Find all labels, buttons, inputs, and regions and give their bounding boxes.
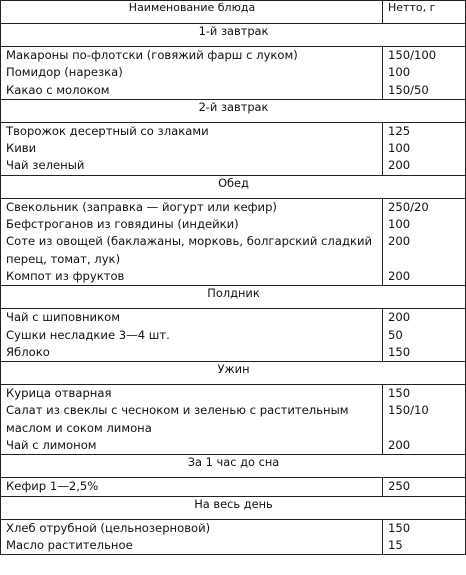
meal-items-row: [1, 47, 466, 100]
net-weight-cell: [383, 385, 466, 455]
dish-name: Какао с молоком: [6, 82, 110, 97]
meal-items-row: [1, 122, 466, 175]
net-weight-value: 15: [388, 537, 403, 552]
net-weight-value: 250/20: [388, 199, 429, 214]
meal-items-row: [1, 198, 466, 285]
meal-section-title: За 1 час до сна: [1, 455, 466, 478]
dish-name: Свекольник (заправка — йогурт или кефир): [6, 199, 277, 214]
dish-name: перец, томат, лук): [6, 251, 121, 266]
dish-name: Бефстроганов из говядины (индейки): [6, 217, 239, 232]
net-weight-value: 150/100: [388, 48, 437, 62]
dish-name: Масло растительное: [6, 537, 133, 552]
meal-section-title: На весь день: [1, 496, 466, 519]
net-weight-cell: [383, 198, 466, 285]
net-weight-cell: [383, 478, 466, 496]
dish-name-cell: [1, 47, 383, 100]
dish-name-cell: [1, 519, 383, 555]
net-weight-value: [388, 251, 461, 268]
meal-section-row: [1, 24, 466, 47]
meal-items-row: [1, 478, 466, 496]
net-weight-value: 200: [388, 268, 411, 283]
dish-name: Курица отварная: [6, 386, 112, 401]
dish-name: Творожок десертный со злаками: [6, 123, 209, 138]
net-weight-value: 200: [388, 158, 411, 173]
net-weight-value: 50: [388, 327, 403, 342]
net-weight-value: 250: [388, 479, 411, 494]
net-weight-value: [388, 420, 461, 437]
meal-section-row: [1, 455, 466, 478]
dish-name-cell: [1, 385, 383, 455]
dish-name: Чай зеленый: [6, 158, 85, 173]
net-weight-value: 150: [388, 344, 411, 359]
net-weight-cell: [383, 122, 466, 175]
dish-name: Кефир 1—2,5%: [6, 479, 99, 494]
column-header-dish-name: Наименование блюда: [1, 1, 383, 24]
net-weight-value: 125: [388, 123, 411, 138]
net-weight-value: 150: [388, 520, 411, 535]
meal-items-row: [1, 385, 466, 455]
meal-items-row: [1, 519, 466, 555]
dish-name: Соте из овощей (баклажаны, морковь, болгарский сладкий: [6, 234, 373, 249]
dish-name: Чай с шиповником: [6, 310, 120, 325]
meal-items-row: [1, 309, 466, 362]
net-weight-value: 200: [388, 438, 411, 453]
meal-section-row: [1, 362, 466, 385]
column-header-net-weight: Нетто, г: [383, 1, 466, 24]
net-weight-value: 150/50: [388, 82, 429, 97]
dish-name: Салат из свеклы с чесноком и зеленью с растительным: [6, 403, 349, 418]
net-weight-value: 100: [388, 65, 411, 80]
meal-section-title: 1-й завтрак: [1, 24, 466, 47]
net-weight-value: 150/10: [388, 403, 429, 418]
net-weight-value: 200: [388, 310, 411, 325]
dish-name: Компот из фруктов: [6, 268, 125, 283]
net-weight-value: 100: [388, 141, 411, 156]
dish-name: маслом и соком лимона: [6, 420, 152, 435]
net-weight-value: 200: [388, 234, 411, 249]
meal-section-title: Полдник: [1, 286, 466, 309]
dish-name-cell: [1, 122, 383, 175]
meal-section-title: Обед: [1, 175, 466, 198]
dish-name: Сушки несладкие 3—4 шт.: [6, 327, 170, 342]
dish-name: Чай с лимоном: [6, 438, 97, 453]
dish-name: Киви: [6, 141, 37, 156]
net-weight-value: 150: [388, 386, 411, 401]
meal-section-row: [1, 99, 466, 122]
net-weight-cell: [383, 47, 466, 100]
dish-name: Помидор (нарезка): [6, 65, 123, 80]
meal-section-title: Ужин: [1, 362, 466, 385]
net-weight-value: 100: [388, 217, 411, 232]
dish-name-cell: [1, 478, 383, 496]
net-weight-cell: [383, 519, 466, 555]
dish-name: Хлеб отрубной (цельнозерновой): [6, 520, 211, 535]
table-header-row: [1, 1, 466, 24]
meal-section-row: [1, 286, 466, 309]
dish-name-cell: [1, 309, 383, 362]
meal-section-row: [1, 496, 466, 519]
net-weight-cell: [383, 309, 466, 362]
meal-section-title: 2-й завтрак: [1, 99, 466, 122]
meal-section-row: [1, 175, 466, 198]
dish-name: Макароны по-флотски (говяжий фарш с луком): [6, 48, 298, 62]
dish-name-cell: [1, 198, 383, 285]
dish-name: Яблоко: [6, 344, 50, 359]
